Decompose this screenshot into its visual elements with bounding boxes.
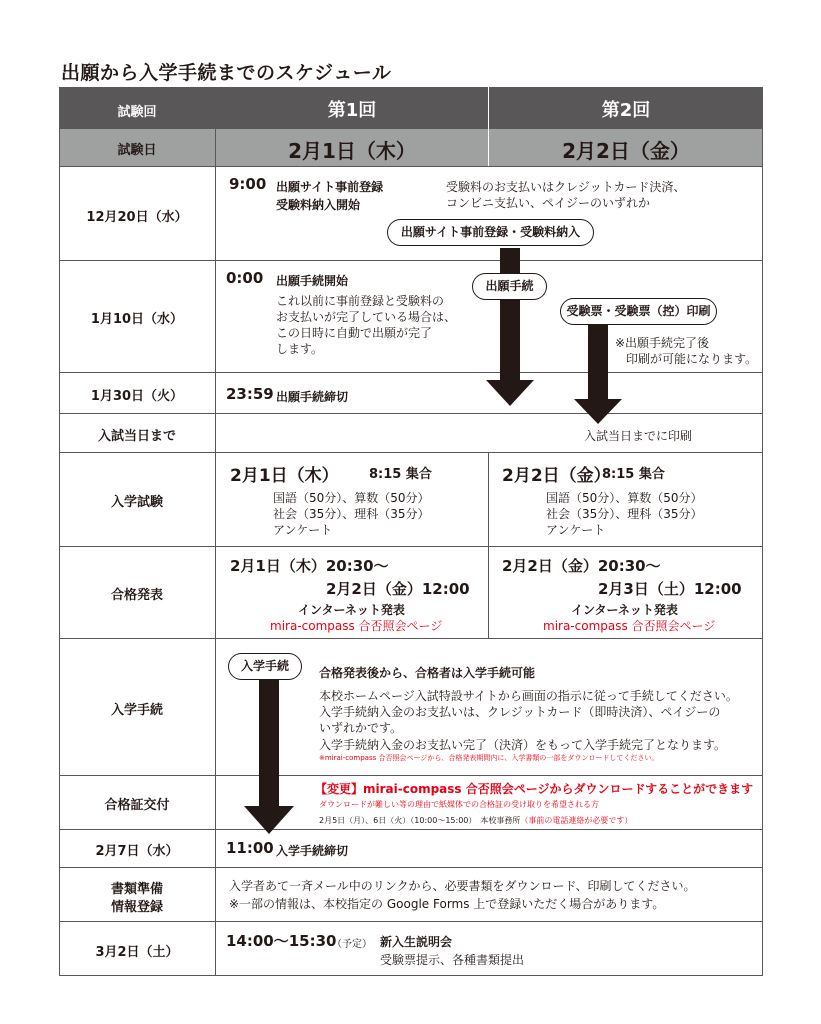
time-text: 9:00 [229,175,267,193]
arrow-print-head [574,399,622,424]
subject-text: アンケート [546,523,606,537]
note-text: これ以前に事前登録と受験料の [276,294,445,308]
result-start-2: 2月2日（金）20:30〜 [502,557,661,575]
page-title: 出願から入学手続までのスケジュール [61,62,392,84]
row-label-enrollment: 入学手続 [110,703,163,718]
certificate-dates-red: （事前の電話連絡が必要です） [520,816,633,825]
row-label-documents-1: 書類準備 [110,882,163,897]
enrollment-text: 本校ホームページ入試特設サイトから画面の指示に従って手続してください。 [319,689,738,703]
row-label-exam-day: 入試当日まで [97,429,176,444]
header-round-1: 第1回 [327,100,377,121]
enrollment-text: 入学手続納入金のお支払い完了（決済）をもって入学手続完了となります。 [319,738,727,752]
arrow-apply-shaft [500,248,520,380]
event-text: 出願手続締切 [276,390,349,404]
enrollment-small-note: ※mirai-compass 合否照会ページから、合格発表期間内に、入学書類の一部をダウンロードしてください。 [319,754,659,762]
note-text: お支払いが完了している場合は、 [276,310,457,324]
result-end-2: 2月3日（土）12:00 [598,580,742,598]
certificate-dates-text: 2月5日（月）、6日（火）（10:00〜15:00） 本校事務所 [319,816,521,825]
enrollment-heading: 合格発表後から、合格者は入学手続可能 [319,666,536,680]
exam-time-2: 8:15 集合 [602,467,665,482]
event-text: 新入生説明会 [380,935,453,949]
note-text: 入試当日までに印刷 [584,429,693,443]
note-text: ※出願手続完了後 [615,336,710,350]
header-date-2: 2月2日（金） [562,139,690,163]
compass-link[interactable]: mira-compass 合否照会ページ [270,619,443,633]
note-text: します。 [276,342,324,356]
result-end-1: 2月2日（金）12:00 [326,580,470,598]
subject-text: 国語（50分）、算数（50分） [273,491,430,505]
row-label-feb7: 2月7日（水） [95,844,179,859]
header-date-label: 試験日 [117,143,157,158]
arrow-enroll-head [244,806,294,834]
row-label-jan30: 1月30日（火） [90,389,184,404]
arrow-apply-head [486,380,534,406]
header-round-label: 試験回 [117,105,157,120]
documents-text: ※一部の情報は、本校指定の Google Forms 上で登録いただく場合があります。 [229,897,665,911]
enrollment-text: 入学手続納入金のお支払いは、クレジットカード（即時決済）、ペイジーの [319,705,721,719]
enrollment-text: いずれかです。 [319,721,403,735]
arrow-print-shaft [588,322,608,399]
certificate-sub: ダウンロードが難しい等の理由で紙媒体での合格証の受け取りを希望される方 [319,800,599,809]
subject-text: 国語（50分）、算数（50分） [546,491,703,505]
time-note: （予定） [332,939,372,950]
header-round-2: 第2回 [601,100,651,121]
row-label-exam: 入学試験 [110,495,163,510]
time-text: 23:59 [226,385,274,403]
exam-date-2: 2月2日（金） [502,466,611,486]
event-text: 出願手続開始 [276,274,349,288]
time-text: 0:00 [226,269,264,287]
pill-enroll: 入学手続 [228,653,302,680]
certificate-change: 【変更】mirai-compass 合否照会ページからダウンロードすることができます [315,782,754,796]
subject-text: 社会（35分）、理科（35分） [273,507,430,521]
pill-print: 受験票・受験票（控）印刷 [560,298,717,325]
result-start-1: 2月1日（木）20:30〜 [230,557,389,575]
event-text: 受験料納入開始 [276,198,361,212]
row-label-dec20: 12月20日（水） [86,210,188,225]
subject-text: 社会（35分）、理科（35分） [546,507,703,521]
row-label-results: 合格発表 [110,588,163,603]
event-text: 入学手続締切 [276,844,349,858]
row-label-mar2: 3月2日（土） [95,945,179,960]
time-text: 11:00 [226,839,274,857]
row-label-documents-2: 情報登録 [110,900,163,915]
internet-text: インターネット発表 [571,603,678,617]
pill-register: 出願サイト事前登録・受験料納入 [387,219,594,246]
arrow-enroll-shaft [259,678,279,806]
note-text: コンビニ支払い、ペイジーのいずれか [446,196,651,210]
event-sub-text: 受験票提示、各種書類提出 [380,953,525,967]
note-text: 印刷が可能になります。 [626,352,758,366]
time-text: 14:00〜15:30 [226,932,337,950]
header-date-1: 2月1日（木） [288,139,416,163]
exam-date-1: 2月1日（木） [230,466,339,486]
subject-text: アンケート [273,523,333,537]
compass-link[interactable]: mira-compass 合否照会ページ [543,619,716,633]
note-text: この日時に自動で出願が完了 [276,326,433,340]
pill-apply: 出願手続 [472,273,547,300]
note-text: 受験料のお支払いはクレジットカード決済、 [446,180,686,194]
exam-time-1: 8:15 集合 [369,467,432,482]
row-label-jan10: 1月10日（水） [90,312,184,327]
event-text: 出願サイト事前登録 [276,180,384,194]
internet-text: インターネット発表 [298,603,405,617]
documents-text: 入学者あて一斉メール中のリンクから、必要書類をダウンロード、印刷してください。 [229,879,696,893]
row-label-certificate: 合格証交付 [104,798,170,813]
